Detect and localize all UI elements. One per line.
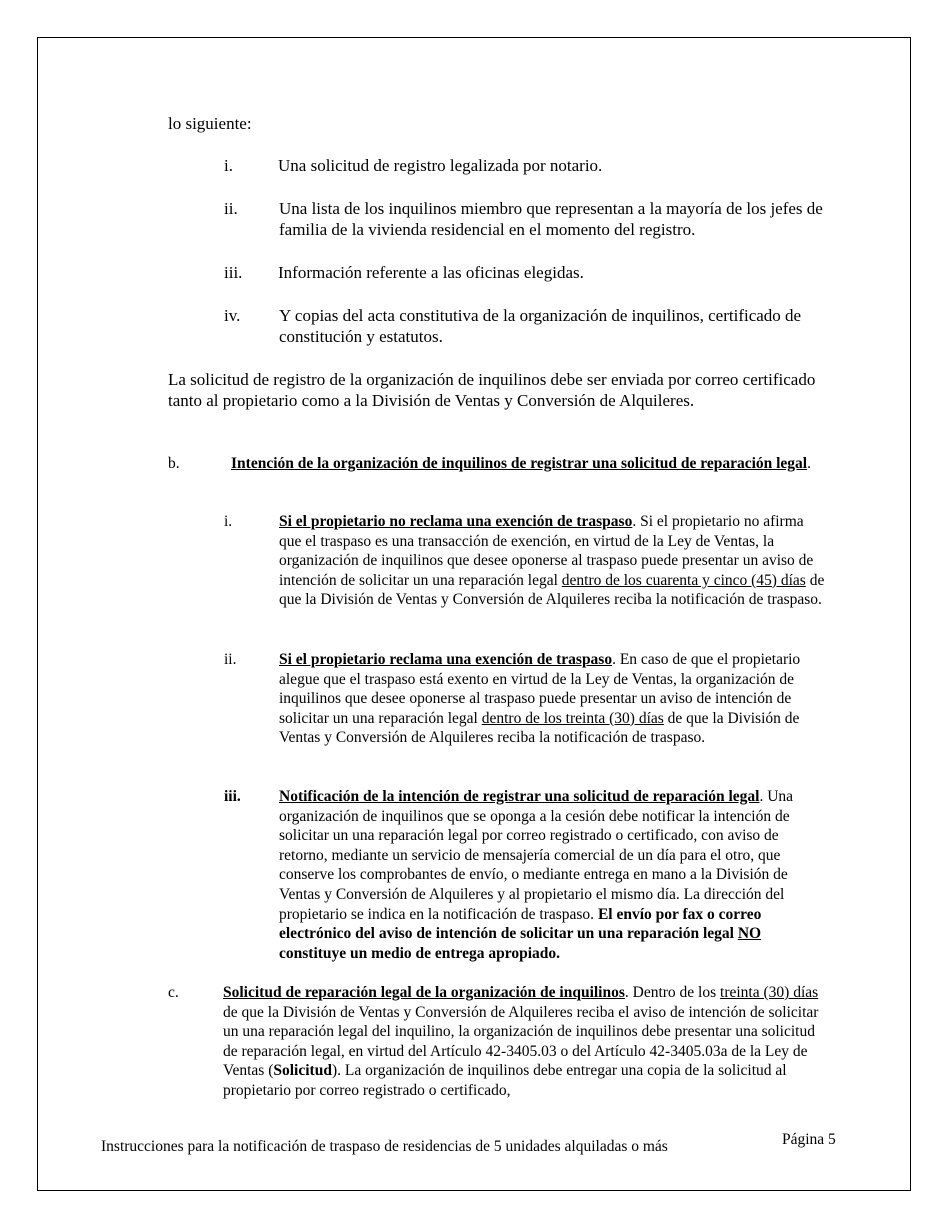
page-number: Página 5 xyxy=(782,1131,836,1148)
item-paragraph xyxy=(279,787,827,963)
section-b-heading-text: Intención de la organización de inquilinos de registrar una solicitud de reparación legal xyxy=(231,455,808,472)
list-item-text: Información referente a las oficinas elegidas. xyxy=(278,263,584,282)
item-warning-emphasis: NO xyxy=(737,925,762,943)
section-b-number: b. xyxy=(168,455,180,472)
item-title: Si el propietario no reclama una exención de traspaso xyxy=(279,513,633,530)
item-paragraph xyxy=(279,650,825,748)
footer-title: Instrucciones para la notificación de traspaso de residencias de 5 unidades alquiladas o más xyxy=(101,1138,668,1155)
item-deadline: dentro de los treinta (30) días xyxy=(481,709,664,727)
item-deadline: dentro de los cuarenta y cinco (45) días xyxy=(561,571,806,589)
item-title: Si el propietario reclama una exención de traspaso xyxy=(279,651,613,668)
item-text: . Si el propietario no afirma que el traspaso es una transacción de exención, en virtud de la Ley de Ventas, la organización de inquilinos que desee oponerse al traspaso puede presentar un aviso de intención de solicitar un una reparación legal xyxy=(279,513,814,589)
list-item-number: iii. xyxy=(224,263,243,282)
section-c-title: Solicitud de reparación legal de la organización de inquilinos xyxy=(223,984,625,1001)
list-item-number: ii. xyxy=(224,199,238,218)
section-c-text: . Dentro de los xyxy=(624,984,721,1001)
section-b-heading-end: . xyxy=(807,455,811,472)
list-item-text: Y copias del acta constitutiva de la organización de inquilinos, certificado de constitución y estatutos. xyxy=(279,306,802,346)
registration-paragraph: La solicitud de registro de la organización de inquilinos debe ser enviada por correo certificado tanto al propietario como a la División de Ventas y Conversión de Alquileres. xyxy=(168,370,816,410)
item-warning: El envío por fax o correo electrónico del aviso de intención de solicitar un una reparación legal xyxy=(279,905,762,943)
section-c-bold-term: Solicitud xyxy=(273,1062,332,1080)
item-title: Notificación de la intención de registrar una solicitud de reparación legal xyxy=(279,788,760,805)
item-warning: constituye un medio de entrega apropiado. xyxy=(279,944,561,962)
section-c-paragraph xyxy=(223,983,827,1101)
item-number: iii. xyxy=(224,788,241,805)
item-text: de que la División de Ventas y Conversión de Alquileres reciba la notificación de traspaso. xyxy=(279,571,825,609)
item-text: . Una organización de inquilinos que se oponga a la cesión debe notificar la intención de solicitar un una reparación legal por correo registrado o certificado, con aviso de retorno, mediante un servicio de mensajería comercial de un día para el otro, que conserve los comprobantes de envío, o mediante entrega en mano a la División de Ventas y Conversión de Alquileres y al propietario el mismo día. La dirección del propietario se indica en la notificación de traspaso. xyxy=(279,788,794,923)
section-b-heading xyxy=(224,454,818,474)
section-c-text: de que la División de Ventas y Conversión de Alquileres reciba el aviso de intención de solicitar un una reparación legal del inquilino, la organización de inquilinos debe presentar una solicitud de reparación legal, en virtud del Artículo 42-3405.03 o del Artículo 42-3405.03a de la Ley de Ventas ( xyxy=(223,1003,819,1080)
list-item-number: i. xyxy=(224,156,233,175)
list-item-text: Una solicitud de registro legalizada por notario. xyxy=(278,156,603,175)
list-item-number: iv. xyxy=(224,306,241,325)
item-text: de que la División de Ventas y Conversión de Alquileres reciba la notificación de traspaso. xyxy=(279,709,800,747)
section-c-text: ). La organización de inquilinos debe entregar una copia de la solicitud al propietario por correo registrado o certificado, xyxy=(223,1062,787,1099)
item-number: i. xyxy=(224,513,233,530)
intro-text: lo siguiente: xyxy=(168,114,252,133)
section-c-number: c. xyxy=(168,984,179,1001)
item-text: . En caso de que el propietario alegue que el traspaso está exento en virtud de la Ley de Ventas, la organización de inquilinos que desee oponerse al traspaso puede presentar un aviso de intención de solicitar un una reparación legal xyxy=(279,651,801,727)
list-item-text: Una lista de los inquilinos miembro que representan a la mayoría de los jefes de familia de la vivienda residencial en el momento del registro. xyxy=(279,199,823,239)
section-c-deadline: treinta (30) días xyxy=(720,984,819,1001)
item-paragraph xyxy=(279,512,825,610)
item-number: ii. xyxy=(224,651,237,668)
